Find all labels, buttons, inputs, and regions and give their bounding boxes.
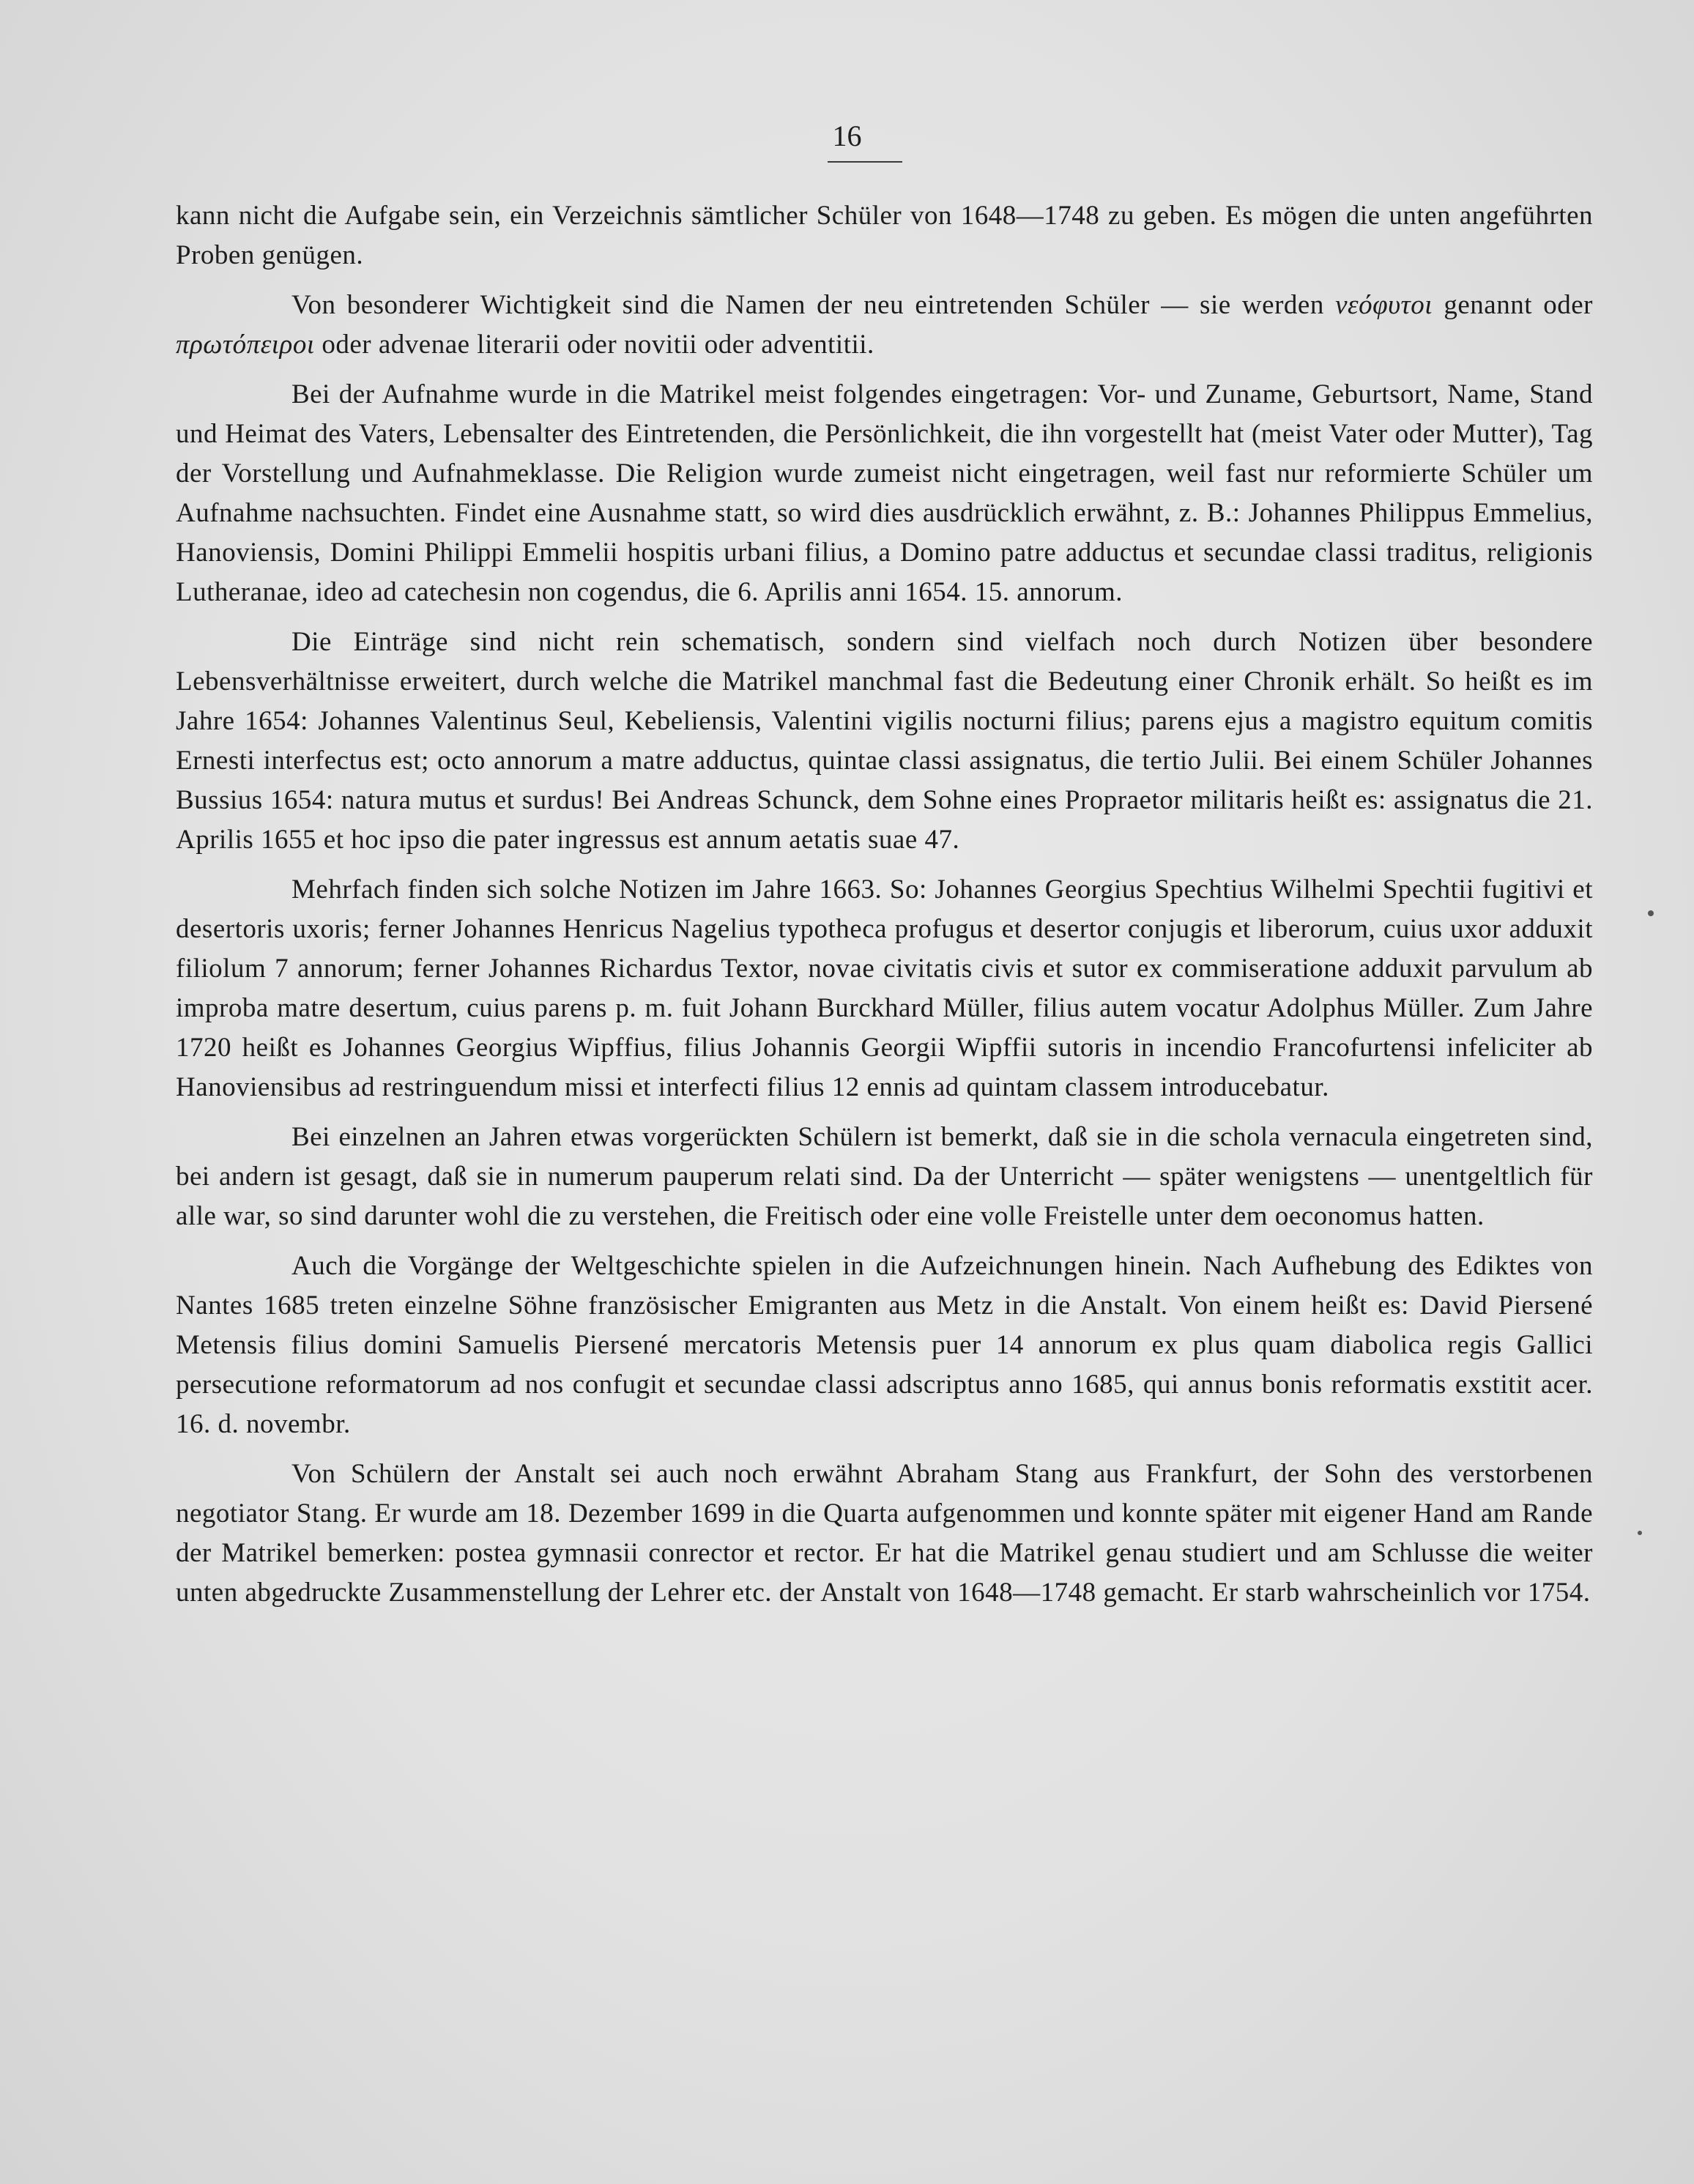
paragraph-new-students — [176, 286, 1593, 365]
paragraph-entries: Die Einträge sind nicht rein schematisch, sondern sind vielfach noch durch Notizen über besondere Lebensverhältnisse erweitert, durch welche die Matrikel manchmal fast die Bedeutung einer Chronik erhält. So heißt es im Jahre 1654: Johannes Valentinus Seul, Kebeliensis, Valentini vigilis nocturni filius; parens ejus a magistro equitum comitis Ernesti interfectus est; octo annorum a matre adductus, quintae classi assignatus, die tertio Julii. Bei einem Schüler Johannes Bussius 1654: natura mutus et surdus! Bei Andreas Schunck, dem Sohne eines Propraetor militaris heißt es: assignatus die 21. Aprilis 1655 et hoc ipso die pater ingressus est annum aetatis suae 47. — [176, 627, 1593, 855]
body-text — [176, 196, 1593, 1623]
scan-speck — [1638, 1531, 1642, 1535]
paragraph-admission: Bei der Aufnahme wurde in die Matrikel meist folgendes eingetragen: Vor- und Zuname, Geburtsort, Name, Stand und Heimat des Vaters, Lebensalter des Eintretenden, die Persönlichkeit, die ihn vorgestellt hat (meist Vater oder Mutter), Tag der Vorstellung und Aufnahmeklasse. Die Religion wurde zumeist nicht eingetragen, weil fast nur reformierte Schüler um Aufnahme nachsuchten. Findet eine Ausnahme statt, so wird dies ausdrücklich erwähnt, z. B.: Johannes Philippus Emmelius, Hanoviensis, Domini Philippi Emmelii hospitis urbani filius, a Domino patre adductus et secundae classi traditus, religionis Lutheranae, ideo ad catechesin non cogendus, die 6. Aprilis anni 1654. 15. annorum. — [176, 379, 1593, 607]
paragraph-text: genannt oder — [1433, 290, 1593, 320]
page-number-rule — [828, 161, 902, 163]
greek-term-protopeiroi: πρωτόπειροι — [176, 330, 315, 360]
paragraph-notes-1663: Mehrfach finden sich solche Notizen im Jahre 1663. So: Johannes Georgius Spechtius Wilhelmi Spechtii fugitivi et desertoris uxoris; ferner Johannes Henricus Nagelius typotheca profugus et desertor conjugis et liberorum, cuius uxor adduxit filiolum 7 annorum; ferner Johannes Richardus Textor, novae civitatis civis et sutor ex commiseratione adduxit parvulum ab improba matre desertum, cuius parens p. m. fuit Johann Burckhard Müller, filius autem vocatur Adolphus Müller. Zum Jahre 1720 heißt es Johannes Georgius Wipffius, filius Johannis Georgii Wipffii sutoris in incendio Francofurtensi infeliciter ab Hanoviensibus ad restringuendum missi et interfecti filius 12 ennis ad quintam classem introducebatur. — [176, 874, 1593, 1102]
paragraph-abraham-stang: Von Schülern der Anstalt sei auch noch erwähnt Abraham Stang aus Frankfurt, der Sohn des verstorbenen negotiator Stang. Er wurde am 18. Dezember 1699 in die Quarta aufgenommen und konnte später mit eigener Hand am Rande der Matrikel bemerken: postea gymnasii conrector et rector. Er hat die Matrikel genau studiert und am Schlusse die weiter unten abgedruckte Zusammenstellung der Lehrer etc. der Anstalt von 1648—1748 gemacht. Er starb wahrscheinlich vor 1754. — [176, 1459, 1593, 1608]
paragraph-older-students: Bei einzelnen an Jahren etwas vorgerückten Schülern ist bemerkt, daß sie in die schola vernacula eingetreten sind, bei andern ist gesagt, daß sie in numerum pauperum relati sind. Da der Unterricht — später wenigstens — unentgeltlich für alle war, so sind darunter wohl die zu verstehen, die Freitisch oder eine volle Freistelle unter dem oeconomus hatten. — [176, 1122, 1593, 1231]
scan-speck — [1648, 910, 1654, 916]
greek-term-neophytoi: νεόφυτοι — [1335, 290, 1433, 320]
page-number: 16 — [832, 119, 862, 152]
paragraph-continuation: kann nicht die Aufgabe sein, ein Verzeichnis sämtlicher Schüler von 1648—1748 zu geben. Es mögen die unten angeführten Proben genügen. — [176, 201, 1593, 270]
paragraph-text: oder advenae literarii oder novitii oder adventitii. — [314, 330, 874, 360]
paragraph-text: Von besonderer Wichtigkeit sind die Namen der neu eintretenden Schüler — sie werden — [291, 290, 1336, 320]
paragraph-world-history: Auch die Vorgänge der Weltgeschichte spielen in die Aufzeichnungen hinein. Nach Aufhebung des Ediktes von Nantes 1685 treten einzelne Söhne französischer Emigranten aus Metz in die Anstalt. Von einem heißt es: David Piersené Metensis filius domini Samuelis Piersené mercatoris Metensis puer 14 annorum ex plus quam diabolica regis Gallici persecutione reformatorum ad nos confugit et secundae classi adscriptus anno 1685, qui annus bonis reformatis exstitit acer. 16. d. novembr. — [176, 1251, 1593, 1439]
